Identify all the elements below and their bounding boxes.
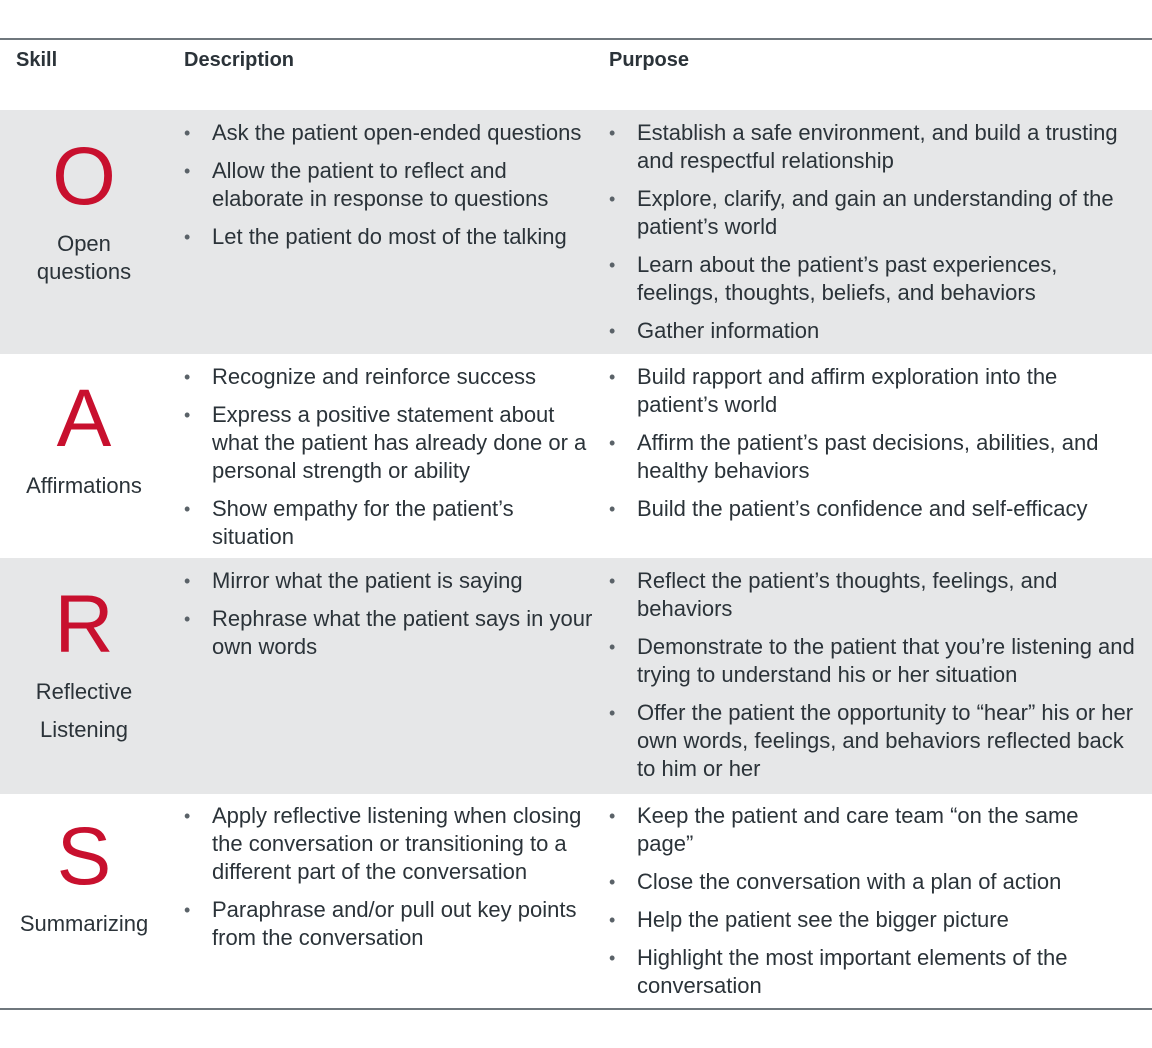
header-skill: Skill bbox=[16, 49, 58, 71]
skill-label-line: Summarizing bbox=[19, 911, 149, 936]
skill-cell bbox=[0, 579, 168, 744]
purpose-list bbox=[609, 363, 1139, 533]
skill-letter: O bbox=[52, 131, 116, 222]
description-item: • Show empathy for the patient’s situation bbox=[184, 495, 594, 551]
purpose-item: • Build rapport and affirm exploration into the patient’s world bbox=[609, 363, 1139, 419]
skill-cell bbox=[0, 131, 168, 286]
table-row-summarizing bbox=[0, 794, 1152, 1008]
purpose-list bbox=[609, 119, 1139, 355]
skill-label-line: Open bbox=[57, 231, 111, 256]
purpose-item: • Reflect the patient’s thoughts, feelings, and behaviors bbox=[609, 567, 1139, 623]
table-row-reflective-listening bbox=[0, 558, 1152, 794]
purpose-item: • Help the patient see the bigger picture bbox=[609, 906, 1139, 934]
description-item: • Ask the patient open-ended questions bbox=[184, 119, 594, 147]
description-item: • Paraphrase and/or pull out key points from the conversation bbox=[184, 896, 594, 952]
skill-label-line: Affirmations bbox=[26, 473, 142, 498]
purpose-item: • Close the conversation with a plan of action bbox=[609, 868, 1139, 896]
purpose-item: • Keep the patient and care team “on the same page” bbox=[609, 802, 1139, 858]
purpose-item: • Demonstrate to the patient that you’re listening and trying to understand his or her situation bbox=[609, 633, 1139, 689]
purpose-item: • Learn about the patient’s past experiences, feelings, thoughts, beliefs, and behaviors bbox=[609, 251, 1139, 307]
purpose-item: • Offer the patient the opportunity to “hear” his or her own words, feelings, and behaviors reflected back to him or her bbox=[609, 699, 1139, 783]
skill-letter: A bbox=[56, 373, 112, 464]
description-list bbox=[184, 119, 594, 261]
description-item: • Allow the patient to reflect and elaborate in response to questions bbox=[184, 157, 594, 213]
table-row-affirmations bbox=[0, 354, 1152, 558]
description-item: • Apply reflective listening when closing the conversation or transitioning to a different part of the conversation bbox=[184, 802, 594, 886]
purpose-item: • Establish a safe environment, and build a trusting and respectful relationship bbox=[609, 119, 1139, 175]
description-list bbox=[184, 802, 594, 962]
skill-letter: R bbox=[54, 579, 114, 670]
purpose-item: • Explore, clarify, and gain an understanding of the patient’s world bbox=[609, 185, 1139, 241]
purpose-list bbox=[609, 567, 1139, 793]
purpose-item: • Gather information bbox=[609, 317, 1139, 345]
header-description: Description bbox=[184, 49, 295, 71]
skill-label-line: Reflective bbox=[35, 679, 133, 704]
description-list bbox=[184, 363, 594, 561]
skill-label-line: questions bbox=[36, 259, 132, 284]
description-list bbox=[184, 567, 594, 671]
purpose-list bbox=[609, 802, 1139, 1010]
table-header bbox=[0, 40, 1152, 110]
table-row-open-questions bbox=[0, 110, 1152, 354]
table-bottom-rule bbox=[0, 1008, 1152, 1010]
skill-cell bbox=[0, 811, 168, 938]
purpose-item: • Affirm the patient’s past decisions, abilities, and healthy behaviors bbox=[609, 429, 1139, 485]
skill-letter: S bbox=[56, 811, 112, 902]
description-item: • Mirror what the patient is saying bbox=[184, 567, 594, 595]
purpose-item: • Build the patient’s confidence and self-efficacy bbox=[609, 495, 1139, 523]
description-item: • Rephrase what the patient says in your own words bbox=[184, 605, 594, 661]
description-item: • Express a positive statement about what the patient has already done or a personal strength or ability bbox=[184, 401, 594, 485]
header-purpose: Purpose bbox=[609, 49, 690, 71]
description-item: • Recognize and reinforce success bbox=[184, 363, 594, 391]
purpose-item: • Highlight the most important elements of the conversation bbox=[609, 944, 1139, 1000]
skill-label-line: Listening bbox=[39, 717, 129, 742]
skill-cell bbox=[0, 373, 168, 500]
description-item: • Let the patient do most of the talking bbox=[184, 223, 594, 251]
